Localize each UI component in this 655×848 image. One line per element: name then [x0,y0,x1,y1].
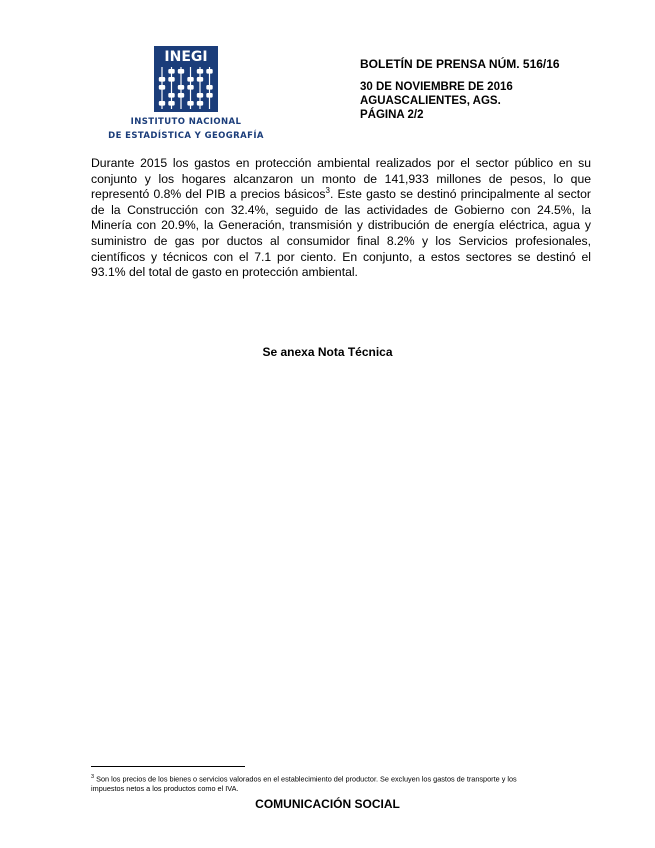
abacus-bead [187,101,193,106]
annex-note: Se anexa Nota Técnica [262,345,393,359]
abacus-bead [206,93,212,98]
footnote-marker: 3 [91,774,95,780]
logo-line-2: DE ESTADÍSTICA Y GEOGRAFÍA [108,131,264,141]
abacus-bead [197,69,203,74]
press-header [360,56,620,122]
abacus-bead [197,77,203,82]
abacus-bead [206,85,212,90]
abacus-bead [159,85,165,90]
bulletin-number: BOLETÍN DE PRENSA NÚM. 516/16 [360,57,560,71]
abacus-bead [197,101,203,106]
abacus-bead [206,69,212,74]
footer-social-communication: COMUNICACIÓN SOCIAL [255,797,400,811]
abacus-bead [187,85,193,90]
abacus-bead [168,69,174,74]
abacus-bead [187,77,193,82]
body-text-part-1: Durante 2015 los gastos en protección ambiental realizados por el sector público en su conjunto y los hogares alcanzaron un monto de 141,933 millones de pesos, lo que representó 0.8% del PIB a precios básicos [91,156,591,202]
abacus-bead [178,85,184,90]
footnote [91,772,551,794]
footnote-reference: 3 [325,186,330,196]
bulletin-date: 30 DE NOVIEMBRE DE 2016 [360,81,513,93]
bulletin-page: PÁGINA 2/2 [360,109,424,121]
abacus-bead [159,101,165,106]
bulletin-place: AGUASCALIENTES, AGS. [360,95,501,107]
footnote-text: Son los precios de los bienes o servicios valorados en el establecimiento del productor. Se excluyen los gastos de transporte y los impuestos netos a los productos como el IVA. [91,774,517,794]
abacus-bead [168,77,174,82]
inegi-logo [106,46,266,146]
abacus-bead [159,77,165,82]
abacus-bead [178,93,184,98]
abacus-bead [168,101,174,106]
inegi-logo-mark [154,46,218,112]
logo-line-1: INSTITUTO NACIONAL [130,117,242,127]
body-paragraph [91,156,591,281]
abacus-bead [197,93,203,98]
abacus-bead [168,93,174,98]
body-text-part-2: . Este gasto se destinó principalmente al sector de la Construcción con 32.4%, seguido de las actividades de Gobierno con 24.5%, la Minería con 20.9%, la Generación, transmisión y distribución de energía eléctrica, agua y suministro de gas por ductos al consumidor final 8.2% y los Servicios profesionales, científicos y técnicos con el 7.1 por ciento. En conjunto, a estos sectores se destinó el 93.1% del total de gasto en protección ambiental. [91,187,591,280]
logo-acronym: INEGI [164,49,208,65]
footnote-divider [91,766,245,767]
abacus-bead [178,69,184,74]
